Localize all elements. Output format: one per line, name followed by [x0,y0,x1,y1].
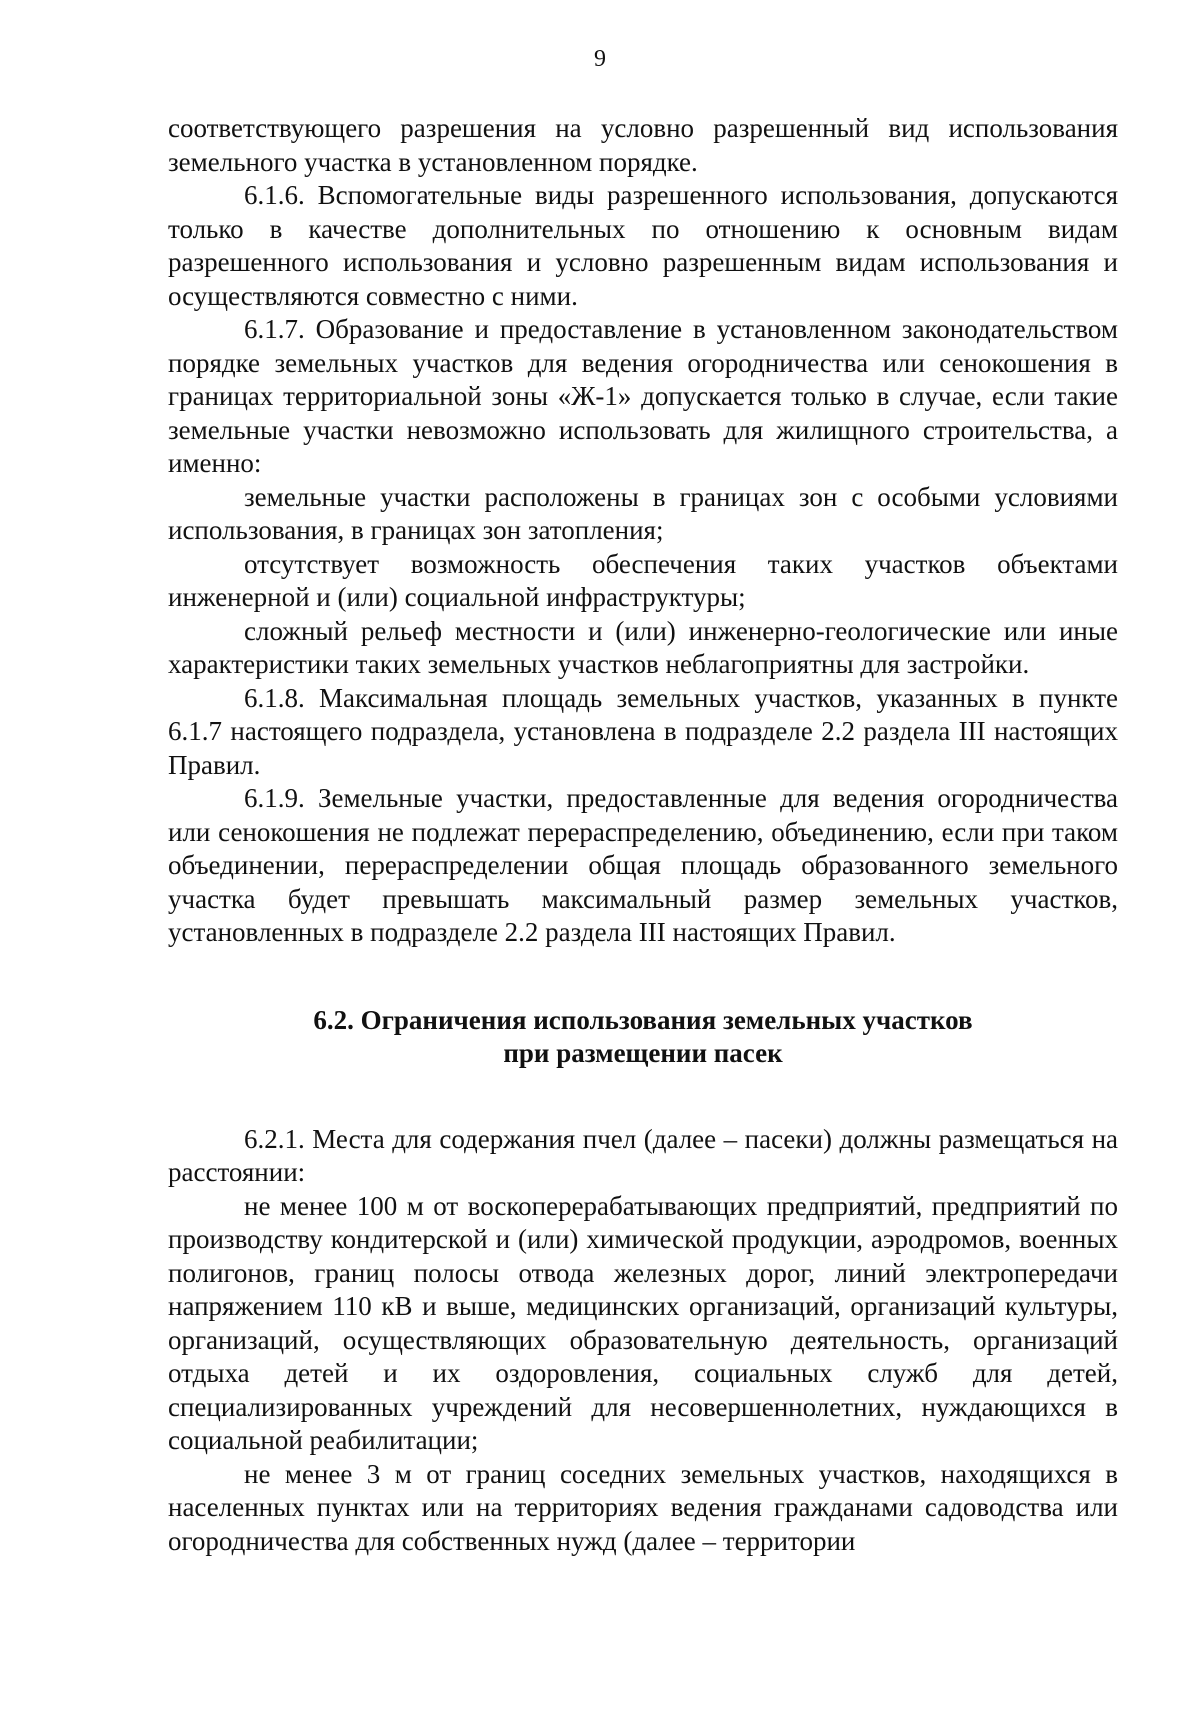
list-item: сложный рельеф местности и (или) инженерно-геологические или иные характеристики таких земельных участков неблагоприятны для застройки. [168,615,1118,679]
section-heading-line-2: при размещении пасек [503,1038,783,1068]
section-heading [168,1004,1118,1071]
section-heading-line-1: 6.2. Ограничения использования земельных участков [313,1004,973,1035]
page-number: 9 [594,46,606,72]
paragraph-6-1-6: 6.1.6. Вспомогательные виды разрешенного использования, допускаются только в качестве дополнительных по отношению к основным видам разрешенного использования и условно разрешенным видам использования и осуществляются совместно с ними. [168,180,1118,311]
list-item: не менее 100 м от воскоперерабатывающих предприятий, предприятий по производству кондитерской и (или) химической продукции, аэродромов, военных полигонов, границ полосы отвода железных дорог, линий электропередачи напряжением 110 кВ и выше, медицинских организаций, организаций культуры, организаций, осуществляющих образовательную деятельность, организаций отдыха детей и их оздоровления, социальных служб для детей, специализированных учреждений для несовершеннолетних, нуждающихся в социальной реабилитации; [168,1190,1118,1455]
paragraph-6-1-8: 6.1.8. Максимальная площадь земельных участков, указанных в пункте 6.1.7 настоящего подраздела, установлена в подразделе 2.2 раздела III настоящих Правил. [168,682,1118,780]
document-body [168,112,1118,1558]
paragraph-6-1-9: 6.1.9. Земельные участки, предоставленные для ведения огородничества или сенокошения не подлежат перераспределению, объединению, если при таком объединении, перераспределении общая площадь образованного земельного участка будет превышать максимальный размер земельных участков, установленных в подразделе 2.2 раздела III настоящих Правил. [168,783,1118,947]
list-item: земельные участки расположены в границах зон с особыми условиями использования, в границах зон затопления; [168,481,1118,545]
paragraph-6-1-7: 6.1.7. Образование и предоставление в установленном законодательством порядке земельных участков для ведения огородничества или сенокошения в границах территориальной зоны «Ж-1» допускается только в случае, если такие земельные участки невозможно использовать для жилищного строительства, а именно: [168,314,1118,478]
list-item: не менее 3 м от границ соседних земельных участков, находящихся в населенных пунктах или на территориях ведения гражданами садоводства или огородничества для собственных нужд (далее – территории [168,1458,1118,1556]
paragraph-6-2-1: 6.2.1. Места для содержания пчел (далее – пасеки) должны размещаться на расстоянии: [168,1123,1118,1187]
paragraph: соответствующего разрешения на условно разрешенный вид использования земельного участка в установленном порядке. [168,113,1118,177]
list-item: отсутствует возможность обеспечения таких участков объектами инженерной и (или) социальной инфраструктуры; [168,548,1118,612]
